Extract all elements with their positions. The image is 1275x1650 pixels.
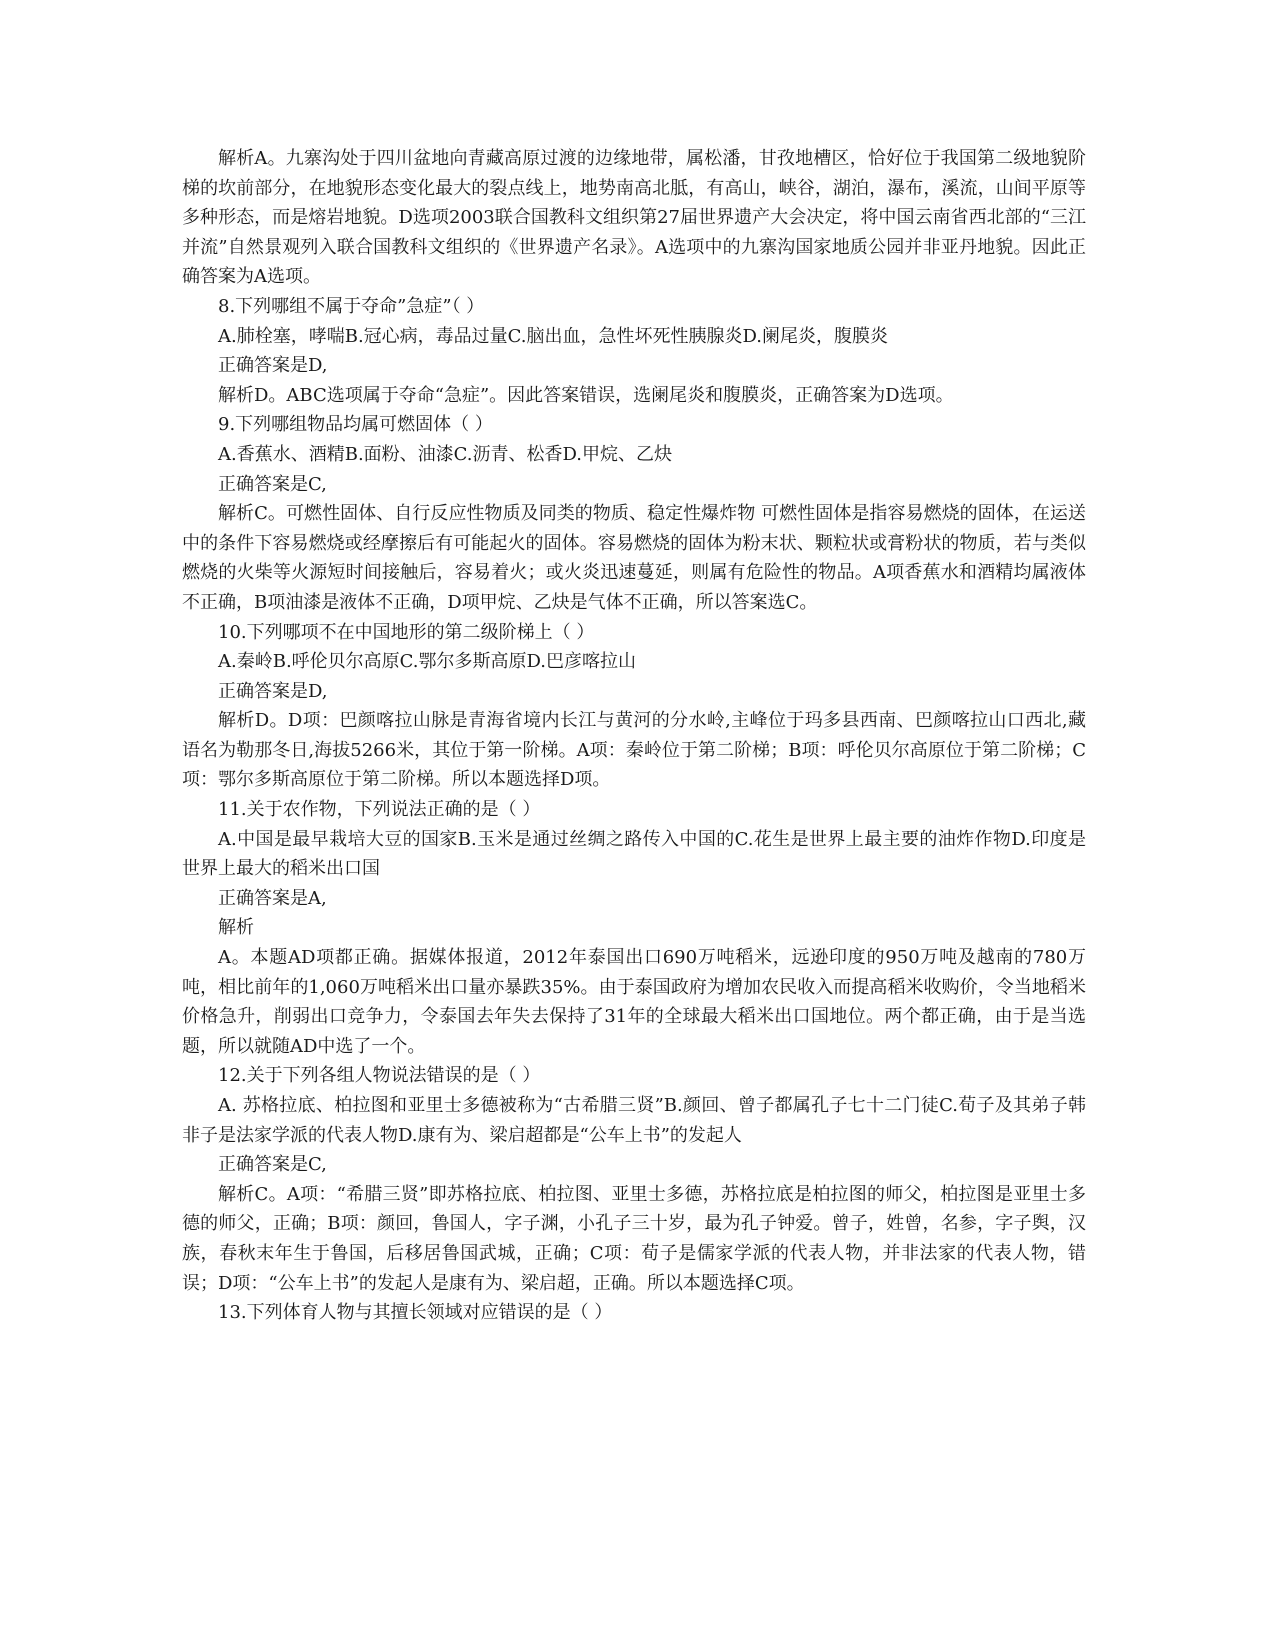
analysis-q12: 解析C。A项：“希腊三贤”即苏格拉底、柏拉图、亚里士多德，苏格拉底是柏拉图的师父，柏拉图是亚里士多德的师父，正确；B项：颜回，鲁国人，字子渊，小孔子三十岁，最为孔子钟爱。曾子，姓曾，名参，字子舆，汉族，春秋末年生于鲁国，后移居鲁国武城，正确；C项：荀子是儒家学派的代表人物，并非法家的代表人物，错误；D项：“公车上书”的发起人是康有为、梁启超，正确。所以本题选择C项。 [182, 1183, 1086, 1294]
answer-q9: 正确答案是C, [218, 473, 327, 495]
question-9: 9.下列哪组物品均属可燃固体（ ） [218, 414, 493, 436]
question-10: 10.下列哪项不在中国地形的第二级阶梯上（ ） [218, 621, 595, 643]
options-q11: A.中国是最早栽培大豆的国家B.玉米是通过丝绸之路传入中国的C.花生是世界上最主要的油炸作物D.印度是世界上最大的稻米出口国 [182, 828, 1086, 880]
options-q9: A.香蕉水、酒精B.面粉、油漆C.沥青、松香D.甲烷、乙炔 [218, 443, 673, 465]
analysis-q10: 解析D。D项：巴颜喀拉山脉是青海省境内长江与黄河的分水岭,主峰位于玛多县西南、巴颜喀拉山口西北,藏语名为勒那冬日,海拔5266米，其位于第一阶梯。A项：秦岭位于第二阶梯；B项：呼伦贝尔高原位于第二阶梯；C项：鄂尔多斯高原位于第二阶梯。所以本题选择D项。 [182, 710, 1086, 791]
options-q12: A. 苏格拉底、柏拉图和亚里士多德被称为“古希腊三贤”B.颜回、曾子都属孔子七十二门徒C.荀子及其弟子韩非子是法家学派的代表人物D.康有为、梁启超都是“公车上书”的发起人 [182, 1095, 1086, 1146]
options-q8: A.肺栓塞，哮喘B.冠心病，毒品过量C.脑出血，急性坏死性胰腺炎D.阑尾炎，腹膜炎 [218, 325, 889, 347]
answer-q8: 正确答案是D, [218, 355, 328, 377]
answer-q12: 正确答案是C, [218, 1154, 327, 1176]
analysis-q8: 解析D。ABC选项属于夺命“急症”。因此答案错误，选阑尾炎和腹膜炎，正确答案为D选项。 [218, 384, 954, 406]
analysis-q11: A。本题AD项都正确。据媒体报道，2012年泰国出口690万吨稻米，远逊印度的950万吨及越南的780万吨，相比前年的1,060万吨稻米出口量亦暴跌35%。由于泰国政府为增加农民收入而提高稻米收购价，令当地稻米价格急升，削弱出口竞争力，令泰国去年失去保持了31年的全球最大稻米出口国地位。两个都正确，由于是当选题，所以就随AD中选了一个。 [182, 947, 1086, 1057]
analysis-q9: 解析C。可燃性固体、自行反应性物质及同类的物质、稳定性爆炸物 可燃性固体是指容易燃烧的固体，在运送中的条件下容易燃烧或经摩擦后有可能起火的固体。容易燃烧的固体为粉末状、颗粒状或膏粉状的物质，若与类似燃烧的火柴等火源短时间接触后，容易着火；或火炎迅速蔓延，则属有危险性的物品。A项香蕉水和酒精均属液体不正确，B项油漆是液体不正确，D项甲烷、乙炔是气体不正确，所以答案选C。 [182, 503, 1086, 613]
answer-q10: 正确答案是D, [218, 680, 328, 702]
question-8: 8.下列哪组不属于夺命”急症”（ ） [218, 295, 485, 317]
analysis-q7: 解析A。九寨沟处于四川盆地向青藏高原过渡的边缘地带，属松潘，甘孜地槽区，恰好位于我国第二级地貌阶梯的坎前部分，在地貌形态变化最大的裂点线上，地势南高北胝，有高山，峡谷，湖泊，瀑布，溪流，山间平原等多种形态，而是熔岩地貌。D选项2003联合国教科文组织第27届世界遗产大会决定，将中国云南省西北部的“三江并流”自然景观列入联合国教科文组织的《世界遗产名录》。A选项中的九寨沟国家地质公园并非亚丹地貌。因此正确答案为A选项。 [182, 148, 1086, 288]
options-q10: A.秦岭B.呼伦贝尔高原C.鄂尔多斯高原D.巴彦喀拉山 [218, 651, 637, 673]
question-12: 12.关于下列各组人物说法错误的是（ ） [218, 1065, 541, 1087]
analysis-label-q11: 解析 [218, 917, 254, 939]
question-11: 11.关于农作物，下列说法正确的是（ ） [218, 799, 541, 821]
document-page [182, 144, 1086, 1328]
question-13: 13.下列体育人物与其擅长领域对应错误的是（ ） [218, 1302, 613, 1324]
answer-q11: 正确答案是A, [218, 887, 327, 909]
